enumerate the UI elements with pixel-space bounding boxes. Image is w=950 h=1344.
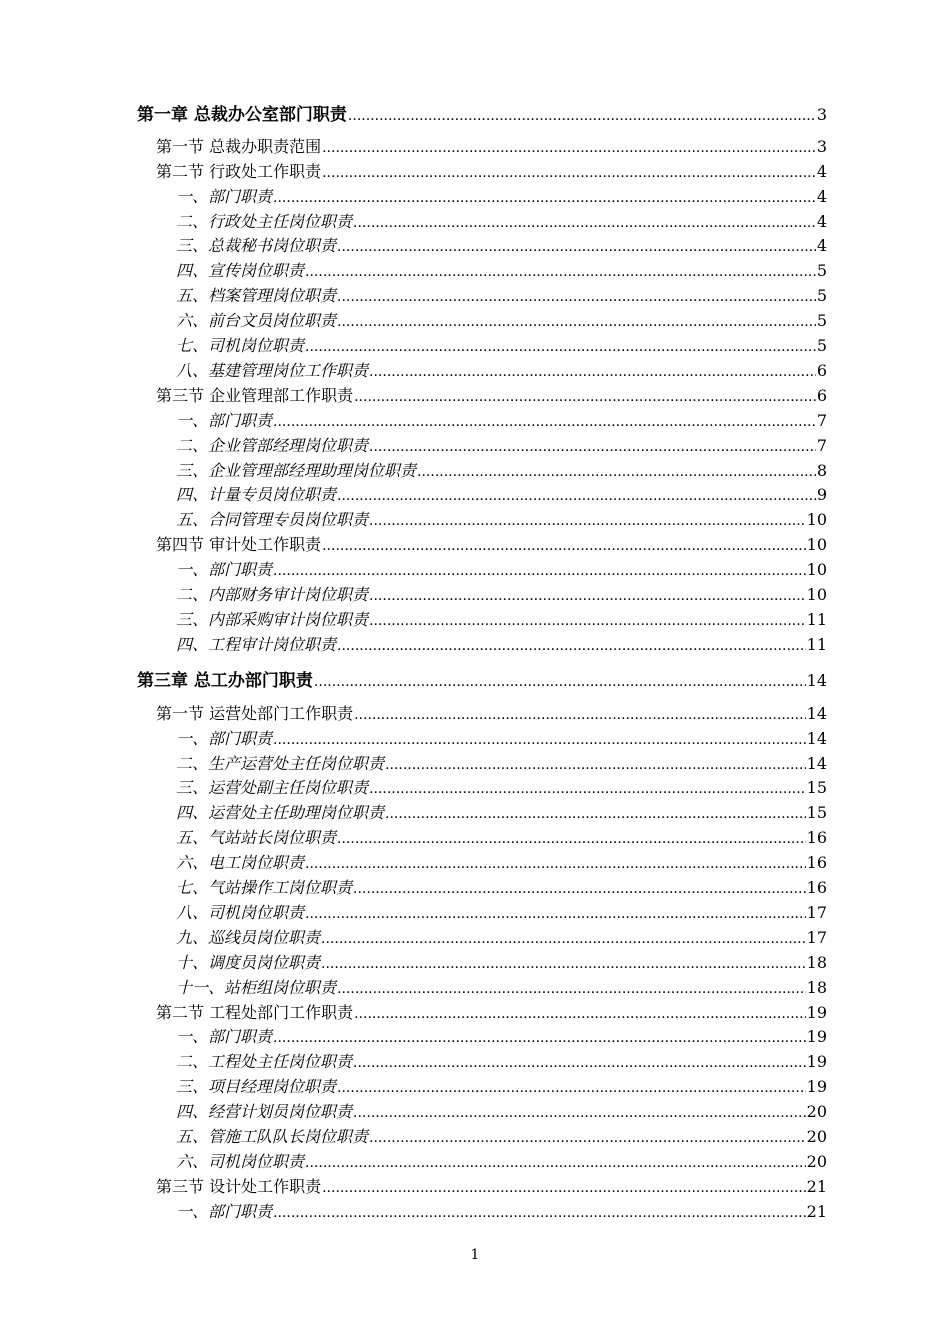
toc-item[interactable] (176, 751, 827, 774)
toc-label: 一、部门职责 (176, 1202, 273, 1221)
toc-label: 五、档案管理岗位职责 (176, 286, 337, 305)
toc-item[interactable] (176, 1074, 827, 1097)
toc-label: 三、企业管理部经理助理岗位职责 (176, 461, 417, 480)
toc-leader (273, 187, 816, 206)
toc-label: 一、部门职责 (176, 729, 273, 748)
toc-item[interactable] (176, 184, 827, 207)
toc-page: 16 (806, 828, 827, 847)
toc-page: 21 (806, 1202, 827, 1221)
toc-label: 一、部门职责 (176, 411, 273, 430)
toc-page: 7 (816, 411, 827, 430)
toc-leader (353, 1102, 806, 1121)
toc-leader (354, 386, 816, 405)
toc-label: 第一节 运营处部门工作职责 (156, 704, 354, 723)
toc-leader (353, 212, 816, 231)
toc-leader (369, 510, 806, 529)
toc-item[interactable] (176, 950, 827, 973)
toc-page: 6 (816, 361, 827, 380)
toc-leader (337, 978, 806, 997)
toc-label: 第一节 总裁办职责范围 (156, 137, 322, 156)
toc-chapter[interactable] (137, 666, 827, 691)
toc-section[interactable] (156, 1000, 827, 1023)
toc-label: 二、生产运营处主任岗位职责 (176, 754, 385, 773)
toc-label: 八、基建管理岗位工作职责 (176, 361, 369, 380)
toc-item[interactable] (176, 775, 827, 798)
toc-item[interactable] (176, 209, 827, 232)
toc-section[interactable] (156, 701, 827, 724)
toc-page: 14 (806, 729, 827, 748)
toc-page: 5 (816, 261, 827, 280)
toc-leader (273, 560, 806, 579)
toc-leader (369, 436, 816, 455)
toc-page: 10 (806, 560, 827, 579)
toc-page: 3 (816, 105, 827, 124)
toc-page: 4 (816, 187, 827, 206)
toc-item[interactable] (176, 1199, 827, 1222)
toc-page: 5 (816, 286, 827, 305)
toc-label: 三、内部采购审计岗位职责 (176, 610, 369, 629)
toc-leader (322, 162, 816, 181)
toc-page: 5 (816, 311, 827, 330)
toc-leader (369, 1127, 806, 1146)
toc-label: 一、部门职责 (176, 187, 273, 206)
toc-item[interactable] (176, 875, 827, 898)
toc-label: 六、电工岗位职责 (176, 853, 305, 872)
toc-label: 二、企业管部经理岗位职责 (176, 436, 369, 455)
toc-page: 16 (806, 878, 827, 897)
toc-page: 7 (816, 436, 827, 455)
toc-leader (353, 1052, 806, 1071)
toc-leader (322, 137, 816, 156)
toc-label: 四、运营处主任助理岗位职责 (176, 803, 385, 822)
toc-label: 七、司机岗位职责 (176, 336, 305, 355)
toc-label: 第三节 企业管理部工作职责 (156, 386, 354, 405)
toc-page: 18 (806, 978, 827, 997)
footer-page-number: 1 (470, 1247, 480, 1263)
toc-item[interactable] (176, 433, 827, 456)
toc-item[interactable] (176, 458, 827, 481)
toc-page: 20 (806, 1127, 827, 1146)
toc-label: 第二节 工程处部门工作职责 (156, 1003, 354, 1022)
toc-item[interactable] (176, 900, 827, 923)
toc-item[interactable] (176, 975, 827, 998)
toc-label: 一、部门职责 (176, 560, 273, 579)
toc-leader (337, 485, 816, 504)
toc-leader (322, 1177, 806, 1196)
toc-page: 14 (806, 754, 827, 773)
toc-page: 14 (806, 704, 827, 723)
toc-item[interactable] (176, 607, 827, 630)
toc-page: 10 (806, 585, 827, 604)
toc-leader (337, 828, 806, 847)
toc-page: 14 (806, 671, 827, 690)
toc-label: 五、气站站长岗位职责 (176, 828, 337, 847)
toc-label: 二、行政处主任岗位职责 (176, 212, 353, 231)
toc-page: 17 (806, 928, 827, 947)
toc-page: 10 (806, 510, 827, 529)
toc-item[interactable] (176, 408, 827, 431)
toc-leader (348, 105, 816, 125)
toc-page: 11 (806, 610, 827, 629)
toc-page: 9 (816, 485, 827, 504)
toc-chapter[interactable] (137, 100, 827, 125)
toc-page: 15 (806, 778, 827, 797)
toc-item[interactable] (176, 283, 827, 306)
toc-leader (305, 261, 816, 280)
toc-leader (369, 610, 806, 629)
toc-leader (337, 236, 816, 255)
toc-leader (385, 803, 806, 822)
toc-label: 二、内部财务审计岗位职责 (176, 585, 369, 604)
toc-label: 八、司机岗位职责 (176, 903, 305, 922)
toc-item[interactable] (176, 582, 827, 605)
toc-page: 20 (806, 1102, 827, 1121)
toc-label: 六、前台文员岗位职责 (176, 311, 337, 330)
toc-page: 4 (816, 212, 827, 231)
toc-item[interactable] (176, 726, 827, 749)
toc-section[interactable] (156, 532, 827, 555)
toc-label: 四、经营计划员岗位职责 (176, 1102, 353, 1121)
toc-label: 四、宣传岗位职责 (176, 261, 305, 280)
toc-page: 5 (816, 336, 827, 355)
toc-item[interactable] (176, 333, 827, 356)
toc-page: 16 (806, 853, 827, 872)
toc-leader (369, 778, 806, 797)
toc-leader (369, 585, 806, 604)
toc-label: 七、气站操作工岗位职责 (176, 878, 353, 897)
toc-leader (305, 336, 816, 355)
toc-item[interactable] (176, 1124, 827, 1147)
toc-label: 二、工程处主任岗位职责 (176, 1052, 353, 1071)
toc-page: 11 (806, 635, 827, 654)
toc-leader (273, 729, 806, 748)
toc-label: 九、巡线员岗位职责 (176, 928, 321, 947)
toc-page: 8 (816, 461, 827, 480)
toc-label: 五、管施工队队长岗位职责 (176, 1127, 369, 1146)
toc-label: 一、部门职责 (176, 1027, 273, 1046)
toc-item[interactable] (176, 850, 827, 873)
toc-leader (305, 903, 806, 922)
toc-label: 三、运营处副主任岗位职责 (176, 778, 369, 797)
toc-label: 三、项目经理岗位职责 (176, 1077, 337, 1096)
toc-item[interactable] (176, 1149, 827, 1172)
toc-page: 19 (806, 1077, 827, 1096)
toc-label: 三、总裁秘书岗位职责 (176, 236, 337, 255)
toc-item[interactable] (176, 557, 827, 580)
toc-label: 第四节 审计处工作职责 (156, 535, 322, 554)
toc-label: 第二节 行政处工作职责 (156, 162, 322, 181)
toc-item[interactable] (176, 358, 827, 381)
toc-item[interactable] (176, 1049, 827, 1072)
toc-item[interactable] (176, 632, 827, 655)
toc-page: 19 (806, 1027, 827, 1046)
toc-leader (273, 1027, 806, 1046)
toc-leader (305, 1152, 806, 1171)
toc-section[interactable] (156, 134, 827, 157)
toc-label: 四、计量专员岗位职责 (176, 485, 337, 504)
toc-leader (273, 411, 816, 430)
toc-leader (354, 1003, 806, 1022)
toc-leader (354, 704, 806, 723)
toc-leader (337, 635, 806, 654)
toc-section[interactable] (156, 159, 827, 182)
toc-leader (369, 361, 816, 380)
toc-item[interactable] (176, 308, 827, 331)
toc-item[interactable] (176, 233, 827, 256)
toc-leader (337, 1077, 806, 1096)
toc-page: 4 (816, 236, 827, 255)
toc-label: 五、合同管理专员岗位职责 (176, 510, 369, 529)
toc-item[interactable] (176, 825, 827, 848)
toc-page: 18 (806, 953, 827, 972)
toc-label: 第三节 设计处工作职责 (156, 1177, 322, 1196)
toc-leader (305, 853, 806, 872)
toc-leader (337, 311, 816, 330)
toc-item[interactable] (176, 1024, 827, 1047)
toc-page: 17 (806, 903, 827, 922)
toc-page: 15 (806, 803, 827, 822)
toc-item[interactable] (176, 482, 827, 505)
toc-leader (322, 535, 806, 554)
toc-label: 四、工程审计岗位职责 (176, 635, 337, 654)
toc-item[interactable] (176, 258, 827, 281)
toc-page: 19 (806, 1003, 827, 1022)
toc-page: 4 (816, 162, 827, 181)
toc-page: 6 (816, 386, 827, 405)
toc-label: 十、调度员岗位职责 (176, 953, 321, 972)
toc-label: 第三章 总工办部门职责 (137, 671, 313, 691)
toc-section[interactable] (156, 383, 827, 406)
toc-leader (417, 461, 816, 480)
toc-page: 21 (806, 1177, 827, 1196)
toc-leader (353, 878, 806, 897)
toc-label: 六、司机岗位职责 (176, 1152, 305, 1171)
toc-page: 10 (806, 535, 827, 554)
toc-item[interactable] (176, 507, 827, 530)
toc-leader (385, 754, 806, 773)
toc-item[interactable] (176, 1099, 827, 1122)
toc-page: 3 (816, 137, 827, 156)
toc-leader (337, 286, 816, 305)
toc-leader (321, 928, 806, 947)
toc-item[interactable] (176, 925, 827, 948)
toc-page: 20 (806, 1152, 827, 1171)
toc-label: 第一章 总裁办公室部门职责 (137, 105, 347, 125)
toc-leader (273, 1202, 806, 1221)
toc-section[interactable] (156, 1174, 827, 1197)
toc-label: 十一、站柜组岗位职责 (176, 978, 337, 997)
toc-leader (314, 671, 806, 691)
toc-item[interactable] (176, 800, 827, 823)
toc-page: 19 (806, 1052, 827, 1071)
toc-leader (321, 953, 806, 972)
